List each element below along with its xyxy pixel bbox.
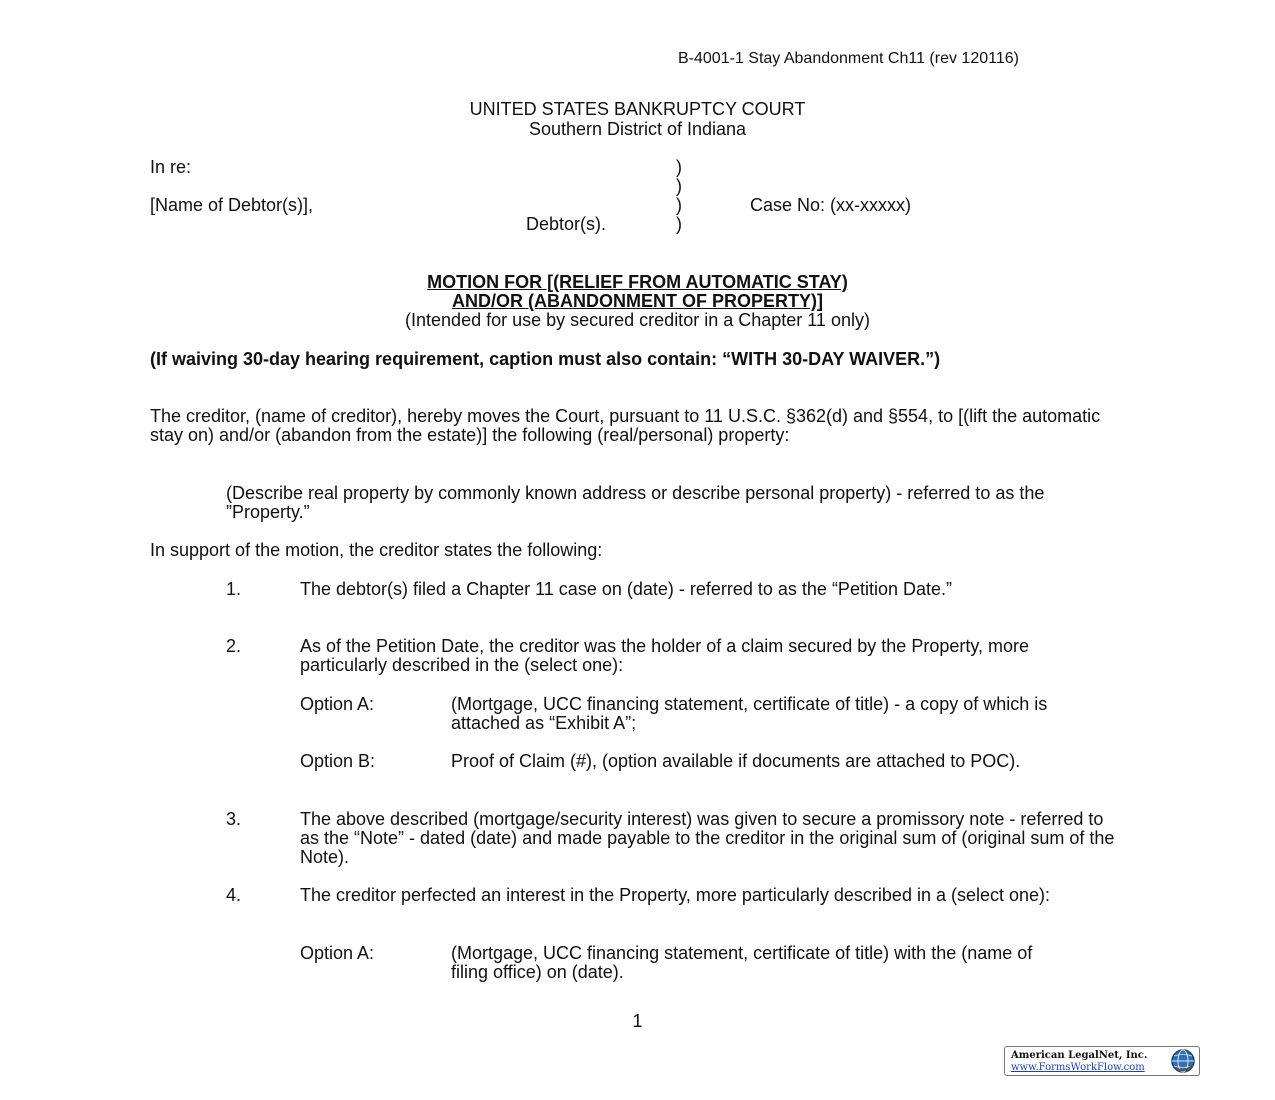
item-number: 4. xyxy=(226,885,242,905)
option-label: Option A: xyxy=(300,943,375,963)
page-number: 1 xyxy=(632,1011,643,1031)
support-intro: In support of the motion, the creditor states the following: xyxy=(150,540,603,560)
property-description: (Describe real property by commonly known address or describe personal property) - referred to as the ”Property.” xyxy=(226,483,1045,522)
option-text: (Mortgage, UCC financing statement, certificate of title) - a copy of which is attached as “Exhibit A”; xyxy=(451,694,1048,733)
badge-url-link[interactable]: www.FormsWorkFlow.com xyxy=(1011,1062,1145,1073)
motion-title-line-2: AND/OR (ABANDONMENT OF PROPERTY)] xyxy=(452,291,823,311)
legalnet-badge[interactable] xyxy=(1004,1046,1200,1076)
court-district: Southern District of Indiana xyxy=(528,119,747,139)
item-number: 1. xyxy=(226,579,242,599)
option-label: Option A: xyxy=(300,694,375,714)
court-name: UNITED STATES BANKRUPTCY COURT xyxy=(469,99,806,119)
item-number: 3. xyxy=(226,809,242,829)
caption-debtor-name: [Name of Debtor(s)], xyxy=(150,195,314,215)
motion-title xyxy=(0,273,1275,330)
item-text: As of the Petition Date, the creditor was the holder of a claim secured by the Property, more particularly described in the (select one): xyxy=(300,636,1030,675)
item-text: The debtor(s) filed a Chapter 11 case on (date) - referred to as the “Petition Date.” xyxy=(300,579,952,599)
motion-title-line-1: MOTION FOR [(RELIEF FROM AUTOMATIC STAY) xyxy=(427,272,848,292)
caption-paren: ) xyxy=(676,214,682,234)
item-number: 2. xyxy=(226,636,242,656)
caption-paren: ) xyxy=(676,157,682,177)
option-label: Option B: xyxy=(300,751,376,771)
court-heading xyxy=(0,99,1275,139)
globe-icon xyxy=(1170,1048,1196,1074)
caption-debtor-label: Debtor(s). xyxy=(526,214,607,234)
caption-in-re: In re: xyxy=(150,157,192,177)
item-text: The above described (mortgage/security interest) was given to secure a promissory note - referred to as the “Note” - dated (date) and made payable to the creditor in the original sum of (original sum of the Note). xyxy=(300,809,1115,867)
badge-company-name: American LegalNet, Inc. xyxy=(1011,1050,1148,1061)
caption-case-number: Case No: (xx-xxxxx) xyxy=(750,195,912,215)
option-text: (Mortgage, UCC financing statement, certificate of title) with the (name of filing office) on (date). xyxy=(451,943,1033,982)
form-identifier: B-4001-1 Stay Abandonment Ch11 (rev 120116) xyxy=(678,50,1019,67)
caption-paren: ) xyxy=(676,176,682,196)
caption-paren: ) xyxy=(676,195,682,215)
motion-subtitle: (Intended for use by secured creditor in a Chapter 11 only) xyxy=(405,310,870,330)
item-text: The creditor perfected an interest in the Property, more particularly described in a (select one): xyxy=(300,885,1051,905)
option-text: Proof of Claim (#), (option available if documents are attached to POC). xyxy=(451,751,1021,771)
waiver-note: (If waiving 30-day hearing requirement, caption must also contain: “WITH 30-DAY WAIVER.”) xyxy=(150,349,941,369)
intro-paragraph: The creditor, (name of creditor), hereby moves the Court, pursuant to 11 U.S.C. §362(d) and §554, to [(lift the automatic stay on) and/or (abandon from the estate)] the following (real/personal) property: xyxy=(150,406,1101,445)
